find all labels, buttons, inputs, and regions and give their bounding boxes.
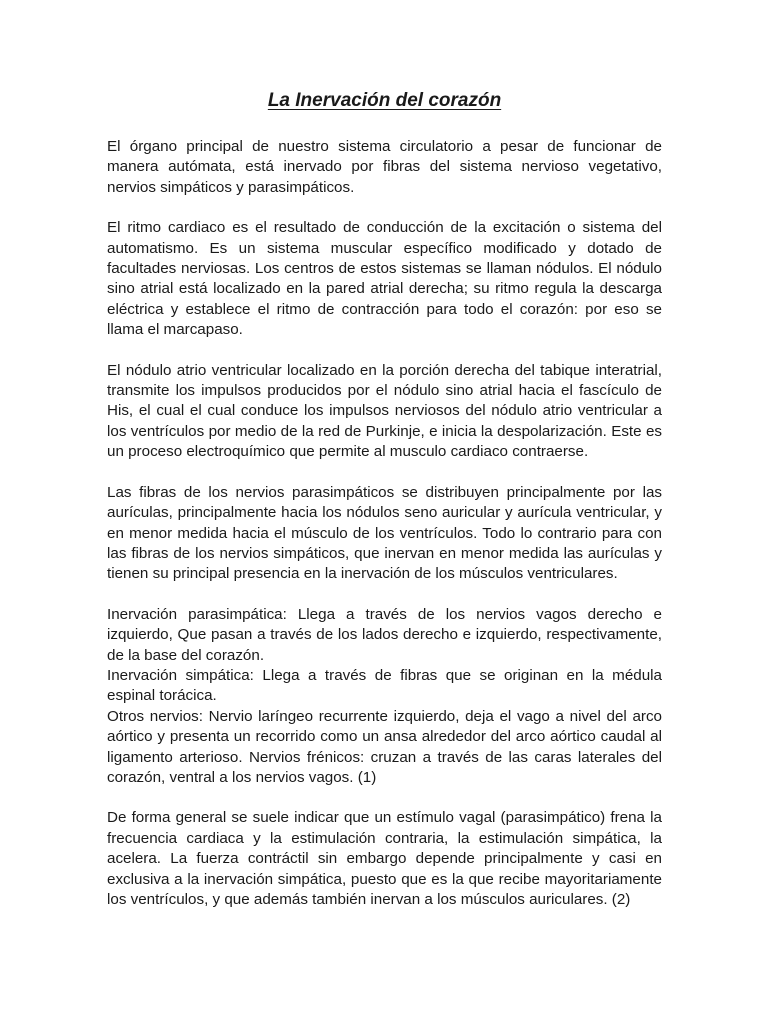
document-page — [107, 88, 662, 930]
paragraph-inervacion-parasimpatica: Inervación parasimpática: Llega a través de los nervios vagos derecho e izquierdo, Que pasan a través de los lados derecho e izquierdo, respectivamente, de la base del corazón. — [107, 605, 662, 664]
inervacion-list — [107, 605, 662, 789]
paragraph-otros-nervios: Otros nervios: Nervio laríngeo recurrente izquierdo, deja el vago a nivel del arco aórtico y presenta un recorrido como un ansa alrededor del arco aórtico caudal al ligamento arterioso. Nervios frénicos: cruzan a través de las caras laterales del corazón, ventral a los nervios vagos. (1) — [107, 707, 662, 786]
paragraph-fibras-nervios: Las fibras de los nervios parasimpáticos se distribuyen principalmente por las aurículas, principalmente hacia los nódulos seno auricular y aurícula ventricular, y en menor medida hacia el músculo de los ventrículos. Todo lo contrario para con las fibras de los nervios simpáticos, que inervan en menor medida las aurículas y tienen su principal presencia en la inervación de los músculos ventriculares. — [107, 483, 662, 583]
paragraph-inervacion-simpatica: Inervación simpática: Llega a través de fibras que se originan en la médula espinal torácica. — [107, 666, 662, 705]
paragraph-conclusion: De forma general se suele indicar que un estímulo vagal (parasimpático) frena la frecuencia cardiaca y la estimulación contraria, la estimulación simpática, la acelera. La fuerza contráctil sin embargo depende principalmente y casi en exclusiva a la inervación simpática, puesto que es la que recibe mayoritariamente los ventrículos, y que además también inervan a los músculos auriculares. (2) — [107, 809, 662, 908]
paragraph-nodulo-atrio-ventricular: El nódulo atrio ventricular localizado en la porción derecha del tabique interatrial, transmite los impulsos producidos por el nódulo sino atrial hacia el fascículo de His, el cual el cual conduce los impulsos nerviosos del nódulo atrio ventricular a los ventrículos por medio de la red de Purkinje, e inicia la despolarización. Este es un proceso electroquímico que permite al musculo cardiaco contraerse. — [107, 361, 662, 461]
document-title: La Inervación del corazón — [267, 90, 502, 111]
paragraph-intro: El órgano principal de nuestro sistema circulatorio a pesar de funcionar de manera autómata, está inervado por fibras del sistema nervioso vegetativo, nervios simpáticos y parasimpáticos. — [107, 138, 662, 196]
paragraph-ritmo-cardiaco: El ritmo cardiaco es el resultado de conducción de la excitación o sistema del automatismo. Es un sistema muscular específico modificado y dotado de facultades nerviosas. Los centros de estos sistemas se llaman nódulos. El nódulo sino atrial está localizado en la pared atrial derecha; su ritmo regula la descarga eléctrica y establece el ritmo de contracción para todo el corazón: por eso se llama el marcapaso. — [107, 219, 662, 339]
